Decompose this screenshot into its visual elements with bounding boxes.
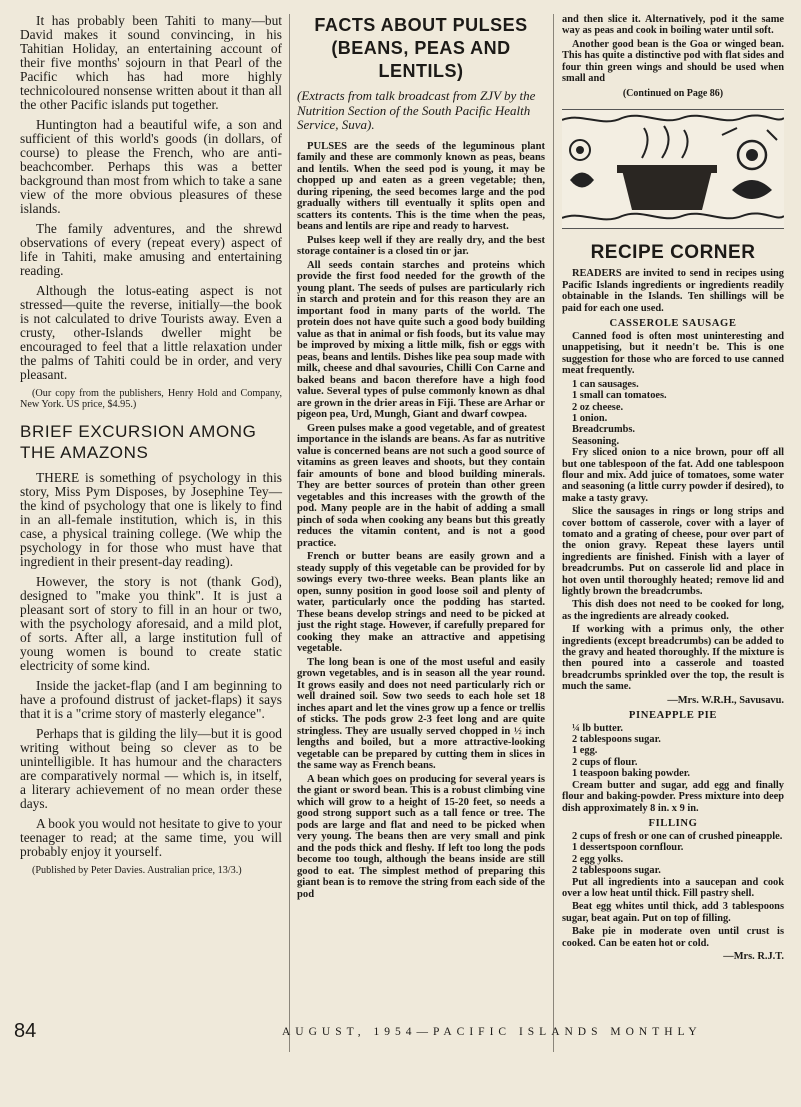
publisher-note: (Our copy from the publishers, Henry Hold and Company, New York. US price, $4.95.) (20, 388, 282, 411)
ingredient: Breadcrumbs. (572, 424, 636, 436)
review-paragraph: It has probably been Tahiti to many—but David makes it sound convincing, in his Tahitian Holiday, an entertaining account of their five months' sojourn in that Pearl of the Pacific which has had more highly technicoloured nonsense written about it than all the other Pacific islands put together. (20, 13, 282, 112)
pulses-paragraph: French or butter beans are easily grown and a steady supply of this vegetable can be provided for by sowings every two-three weeks. Bean plants like an open, sunny position in good loose soil and plenty of water, particularly once the podding has started. These beans develop strings and need to be picked at just the right stage. However, if carefully prepared for cooking they make an attractive and appetising vegetable. (297, 551, 545, 654)
ingredient: 1 small can tomatoes. (572, 390, 667, 402)
ingredient: 2 egg yolks. (572, 853, 624, 865)
casserole-method: If working with a primus only, the other ingredients (except breadcrumbs) can be added to the gravy and heated thoroughly. If the mixture is then poured into a casserole and toasted breadcrumbs sprinkled over the top, the result is much the same. (562, 624, 784, 693)
casserole-signature: —Mrs. W.R.H., Savusavu. (667, 694, 784, 706)
filling-method: Put all ingredients into a saucepan and cook over a low heat until thick. Fill pastry shell. (562, 876, 784, 899)
ingredient: 2 cups of flour. (572, 756, 638, 768)
page-number: 84 (14, 1020, 37, 1042)
pulses-paragraph: All seeds contain starches and proteins which provide the first food needed for the growth of the young plant. The seeds of pulses are particularly rich in starch and protein and for this reason they are an important food in many parts of the world. The protein does not have quite such a good body building value as that in animal or fish foods, but its value may be improved by mixing a little milk, fish or eggs with peas, beans and lentils. Dishes like pea soup made with milk, cheese and dhal savouries, Chilli Con Carne and baked beans and bacon therefore have a high food value. Several types of pulse commonly known as dhal are grown in the drier areas in Fiji. These are Arhar or pigeon pea, Urd, Mungh, Giant and dwarf cowpea. (297, 259, 545, 420)
pulses-paragraph: The long bean is one of the most useful and easily grown vegetables, and is in season all the year round. It grows easily and does not need particularly rich or well drained soil. Sow two seeds to each hole set 18 inches apart and let the vines grow up a fence or trellis of sticks. The pods grow 2-3 feet long and are quite stringless. They are usually served chopped in ½ inch lengths and boiled, but a more attractive-looking vegetable can be prepared by cutting them in slices in the same way as French beans. (297, 656, 545, 771)
filling-ingredients (572, 831, 784, 877)
column-rule-right (553, 14, 554, 1052)
column-rule-left (289, 14, 290, 1052)
column-pulses-article (297, 14, 545, 902)
review-paragraph: However, the story is not (thank God), designed to "make you think". It is just a pleasant sort of story to fill in an hour or two, with the psychology aforesaid, and a mild plot, of sorts. After all, a large institution full of young women is bound to create static electricity of some kind. (20, 573, 282, 673)
pulses-paragraph: PULSES are the seeds of the leguminous plant family and these are commonly known as peas, beans and lentils. When the seed pod is young, it may be chopped up and eaten as a green vegetable; then, during ripening, the seed becomes large and the pod gradually withers till eventually it splits open and scatters its contents. This is the time when the peas, beans and lentils are ripe and ready to harvest. (297, 140, 545, 232)
review-paragraph: Inside the jacket-flap (and I am beginning to have a profound distrust of jacket-flaps) it says that it is a "crime story of masterly elegance". (20, 677, 282, 721)
pulses-paragraph: Pulses keep well if they are really dry, and the best storage container is a closed tin or jar. (297, 234, 545, 257)
filling-method: Bake pie in moderate oven until crust is cooked. Can be eaten hot or cold. (562, 926, 784, 949)
pineapple-ingredients (572, 723, 784, 780)
casserole-intro: Canned food is often most uninteresting and unappetising, but it needn't be. This is one suggestion for those who are forced to use canned meat frequently. (562, 331, 784, 377)
ingredient: 2 tablespoons sugar. (572, 865, 661, 877)
column-book-reviews (20, 14, 282, 884)
pulses-paragraph: A bean which goes on producing for several years is the giant or sword bean. This is a robust climbing vine which will grow to a height of 15-20 feet, so needs a good strong support such as a tall fence or tree. The pods are large and flat and need to be picked when very young. The beans then are very small and pink and the pods thick and fleshy. If left too long the pods become too tough, although the beans inside are still good to eat. The simplest method of preparing this giant bean is to remove the string from each side of the pod (297, 773, 545, 900)
pulses-continued-paragraph: and then slice it. Alternatively, pod it the same way as peas and cook in boiling water until soft. (562, 14, 784, 37)
pulses-continued-paragraph: Another good bean is the Goa or winged bean. This has quite a distinctive pod with flat sides and four thin green wings and should be used when small and (562, 38, 784, 85)
pulses-paragraph: Green pulses make a good vegetable, and of greatest importance in the islands are beans. As far as nutritive value is concerned beans are not such a good source of vitamins as green leaves and shoots, but they contain fair amounts of bone and blood building minerals. They are better sources of protein than other green vegetables and this increases with the growth of the pod. Many people are in the habit of adding a small pinch of soda when cooking any beans but this greatly reduces the vitamin content, and is not a good practice. (297, 422, 545, 549)
ingredient: 2 cups of fresh or one can of crushed pineapple. (572, 830, 783, 842)
filling-method: Beat egg whites until thick, add 3 tablespoons sugar, beat again. Put on top of filling. (562, 901, 784, 924)
pineapple-title: PINEAPPLE PIE (628, 709, 718, 721)
casserole-title: CASSEROLE SAUSAGE (609, 318, 737, 330)
ingredient: 1 egg. (572, 745, 598, 757)
brief-excursion-heading: BRIEF EXCURSION AMONG THE AMAZONS (20, 421, 257, 462)
casserole-ingredients (572, 379, 784, 447)
review-paragraph: THERE is something of psychology in this story, Miss Pym Disposes, by Josephine Tey—the kind of psychology that one is likely to find in an all-female institution, which is, in this case, a physical training college. (We whip the psychology in for those who must have that ingredient in their present-day reading). (20, 469, 282, 569)
pineapple-signature: —Mrs. R.J.T. (723, 950, 784, 962)
cooking-illustration (562, 109, 784, 229)
ingredient: 1 onion. (572, 412, 608, 424)
review-paragraph: Huntington had a beautiful wife, a son and sufficient of this world's goods (in dollars, of course) to please the French, who are anti-beachcomber. Perhaps this was a better background than most from which to take a sane view of the more obvious pleasures of these islands. (20, 117, 282, 216)
ingredient: 1 can sausages. (572, 378, 639, 390)
ingredient: Seasoning. (572, 435, 620, 447)
filling-title: FILLING (648, 817, 698, 829)
page-footer (0, 1018, 801, 1048)
casserole-method: Slice the sausages in rings or long strips and cover bottom of casserole, cover with a layer of tomato and a grating of cheese, pour over part of the onion gravy. Repeat these layers until ingredients are finished. Finish with a layer of breadcrumbs. Put on casserole lid and place in hot oven until thoroughly heated; remove lid and lightly brown the breadcrumbs. (562, 506, 784, 597)
review-paragraph: Perhaps that is gilding the lily—but it is good writing without being so clever as to be unintelligible. It has humour and the characters are comparatively normal — which is, in itself, a literary achievement of no mean order these days. (20, 725, 282, 811)
ingredient: 2 oz cheese. (572, 401, 624, 413)
pulses-heading: FACTS ABOUT PULSES (BEANS, PEAS AND LENTILS) (314, 15, 528, 81)
casserole-method: This dish does not need to be cooked for long, as the ingredients are already cooked. (562, 599, 784, 622)
pineapple-method: Cream butter and sugar, add egg and finally flour and baking-powder. Press mixture into deep dish approximately 8 in. x 9 in. (562, 779, 784, 814)
review-paragraph: The family adventures, and the shrewd observations of every (repeat every) aspect of life in Tahiti, make amusing and entertaining reading. (20, 221, 282, 278)
ingredient: 2 tablespoons sugar. (572, 734, 661, 746)
column-recipe-corner (562, 14, 784, 966)
publisher-note: (Published by Peter Davies. Australian price, 13/3.) (32, 864, 242, 876)
recipe-intro: READERS are invited to send in recipes using Pacific Islands ingredients or ingredients readily obtainable in the Islands. Ten shillings will be paid for each one used. (562, 268, 784, 314)
casserole-method: Fry sliced onion to a nice brown, pour off all but one tablespoon of the fat. Add one tablespoon flour and mix. Add juice of tomatoes, some water and seasoning (a little curry powder if desired), to make a tasty gravy. (562, 447, 784, 504)
recipe-corner-heading: RECIPE CORNER (590, 242, 756, 264)
review-paragraph: A book you would not hesitate to give to your teenager to read; at the same time, you will probably enjoy it yourself. (20, 815, 282, 859)
pulses-subtitle: (Extracts from talk broadcast from ZJV by the Nutrition Section of the South Pacific Health Service, Suva). (297, 88, 536, 132)
continued-note: (Continued on Page 86) (622, 88, 724, 100)
ingredient: 1 teaspoon baking powder. (572, 768, 690, 780)
ingredient: ¼ lb butter. (572, 722, 623, 734)
review-paragraph: Although the lotus-eating aspect is not stressed—quite the reverse, initially—the book is not calculated to drive Tourists away. Even a crusty, other-Islands dweller might be encouraged to feel that a little relaxation under the palms of Tahiti could be in order, and very pleasant. (20, 283, 282, 382)
ingredient: 1 dessertspoon cornflour. (572, 842, 684, 854)
issue-line: AUGUST, 1954—PACIFIC ISLANDS MONTHLY (282, 1026, 702, 1038)
